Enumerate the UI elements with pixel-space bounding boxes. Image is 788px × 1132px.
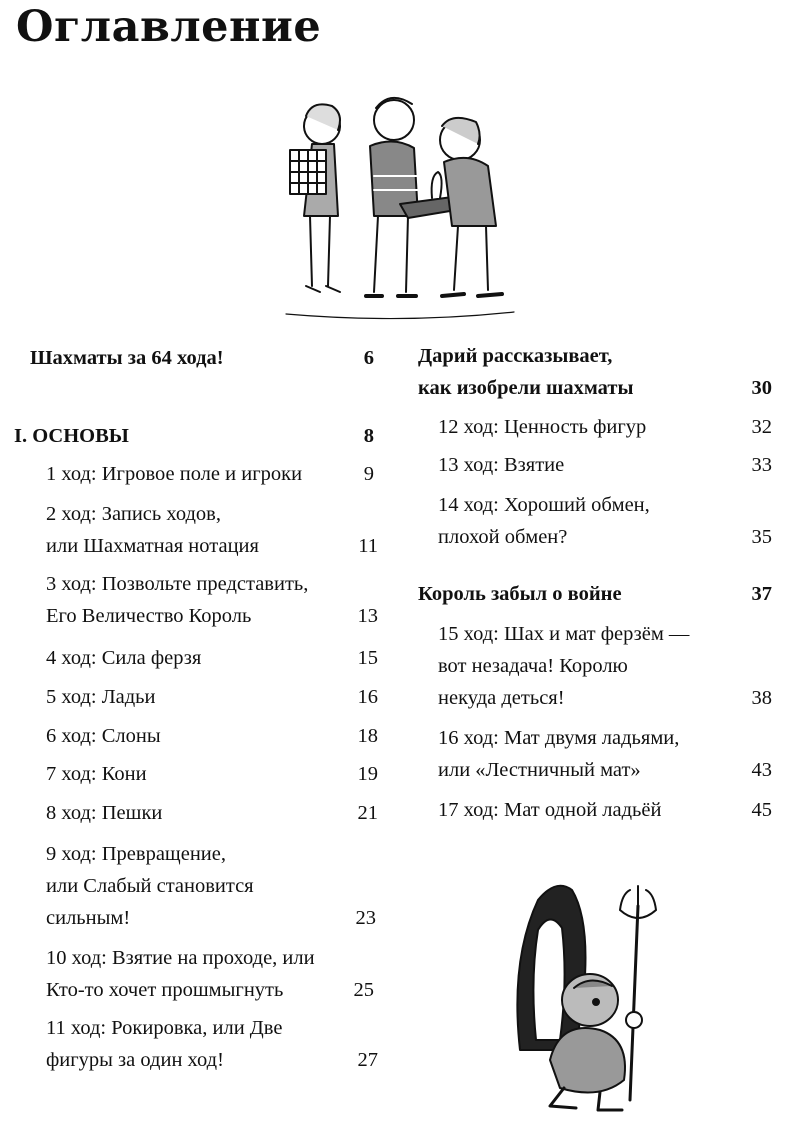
toc-move-14-page: 35: [751, 526, 772, 548]
toc-move-6-title: 6 ход: Слоны: [46, 725, 161, 747]
toc-section-1-title: I. ОСНОВЫ: [14, 425, 129, 447]
toc-move-11[interactable]: [46, 1012, 378, 1076]
toc-move-5[interactable]: [46, 681, 378, 713]
toc-move-15-line-3: некуда деться!: [438, 687, 565, 709]
toc-move-14-line-1: 14 ход: Хороший обмен,: [438, 494, 650, 516]
page-title: Оглавление: [16, 2, 322, 52]
toc-move-16-line-2: или «Лестничный мат»: [438, 759, 641, 781]
toc-move-11-line-1: 11 ход: Рокировка, или Две: [46, 1017, 283, 1039]
toc-move-5-title: 5 ход: Ладьи: [46, 686, 156, 708]
toc-move-5-page: 16: [357, 686, 378, 708]
toc-move-15-page: 38: [751, 687, 772, 709]
toc-move-9-line-3: сильным!: [46, 907, 131, 929]
toc-section-2[interactable]: [418, 340, 772, 404]
toc-move-2-line-1: 2 ход: Запись ходов,: [46, 503, 221, 525]
toc-move-3[interactable]: [46, 568, 378, 632]
toc-move-12-page: 32: [751, 416, 772, 438]
toc-move-9-page: 23: [355, 907, 376, 929]
toc-section-1-page: 8: [363, 425, 374, 447]
toc-move-3-page: 13: [357, 605, 378, 627]
toc-move-17-title: 17 ход: Мат одной ладьёй: [438, 799, 662, 821]
toc-move-16-line-1: 16 ход: Мат двумя ладьями,: [438, 727, 680, 749]
toc-move-10-line-1: 10 ход: Взятие на проходе, или: [46, 947, 315, 969]
toc-move-14-line-2: плохой обмен?: [438, 526, 568, 548]
toc-move-6[interactable]: [46, 720, 378, 752]
toc-move-14[interactable]: [438, 489, 772, 553]
toc-move-1[interactable]: [46, 458, 374, 490]
toc-section-3-title: Король забыл о войне: [418, 583, 622, 605]
toc-move-8-page: 21: [357, 802, 378, 824]
toc-move-11-page: 27: [357, 1049, 378, 1071]
toc-move-16-page: 43: [751, 759, 772, 781]
toc-move-13[interactable]: [438, 449, 772, 481]
toc-move-12[interactable]: [438, 411, 772, 443]
toc-move-8[interactable]: [46, 797, 378, 829]
toc-intro-page: 6: [363, 347, 374, 369]
toc-move-13-page: 33: [751, 454, 772, 476]
toc-move-10[interactable]: [46, 942, 374, 1006]
toc-move-4[interactable]: [46, 642, 378, 674]
toc-section-3-page: 37: [751, 583, 772, 605]
toc-move-9-line-1: 9 ход: Превращение,: [46, 843, 226, 865]
toc-move-8-title: 8 ход: Пешки: [46, 802, 163, 824]
toc-move-15[interactable]: [438, 618, 772, 714]
toc-move-3-line-1: 3 ход: Позвольте представить,: [46, 573, 309, 595]
toc-move-12-title: 12 ход: Ценность фигур: [438, 416, 647, 438]
toc-move-13-title: 13 ход: Взятие: [438, 454, 565, 476]
toc-move-2[interactable]: [46, 498, 378, 562]
toc-move-6-page: 18: [357, 725, 378, 747]
toc-move-7[interactable]: [46, 758, 378, 790]
toc-move-17-page: 45: [751, 799, 772, 821]
toc-move-1-page: 9: [363, 463, 374, 485]
toc-move-7-title: 7 ход: Кони: [46, 763, 147, 785]
toc-move-11-line-2: фигуры за один ход!: [46, 1049, 224, 1071]
toc-move-15-line-2: вот незадача! Королю: [438, 655, 628, 677]
toc-section-2-line-1: Дарий рассказывает,: [418, 345, 613, 367]
toc-section-3[interactable]: [418, 578, 772, 610]
toc-move-9-line-2: или Слабый становится: [46, 875, 254, 897]
toc-move-10-line-2: Кто-то хочет прошмыгнуть: [46, 979, 284, 1001]
toc-intro-title: Шахматы за 64 хода!: [30, 347, 224, 369]
toc-intro[interactable]: [30, 342, 374, 374]
toc-move-4-title: 4 ход: Сила ферзя: [46, 647, 202, 669]
toc-section-1[interactable]: [14, 420, 374, 452]
toc-move-3-line-2: Его Величество Король: [46, 605, 252, 627]
knight-illustration: [480, 870, 680, 1120]
toc-move-1-title: 1 ход: Игровое поле и игроки: [46, 463, 303, 485]
toc-section-2-page: 30: [751, 377, 772, 399]
toc-move-4-page: 15: [357, 647, 378, 669]
toc-move-16[interactable]: [438, 722, 772, 786]
kids-illustration: [282, 86, 518, 328]
toc-move-7-page: 19: [357, 763, 378, 785]
toc-move-9[interactable]: [46, 838, 376, 934]
toc-move-10-page: 25: [353, 979, 374, 1001]
toc-move-2-page: 11: [358, 535, 378, 557]
toc-section-2-line-2: как изобрели шахматы: [418, 377, 634, 399]
toc-move-2-line-2: или Шахматная нотация: [46, 535, 259, 557]
toc-move-17[interactable]: [438, 794, 772, 826]
toc-move-15-line-1: 15 ход: Шах и мат ферзём —: [438, 623, 690, 645]
